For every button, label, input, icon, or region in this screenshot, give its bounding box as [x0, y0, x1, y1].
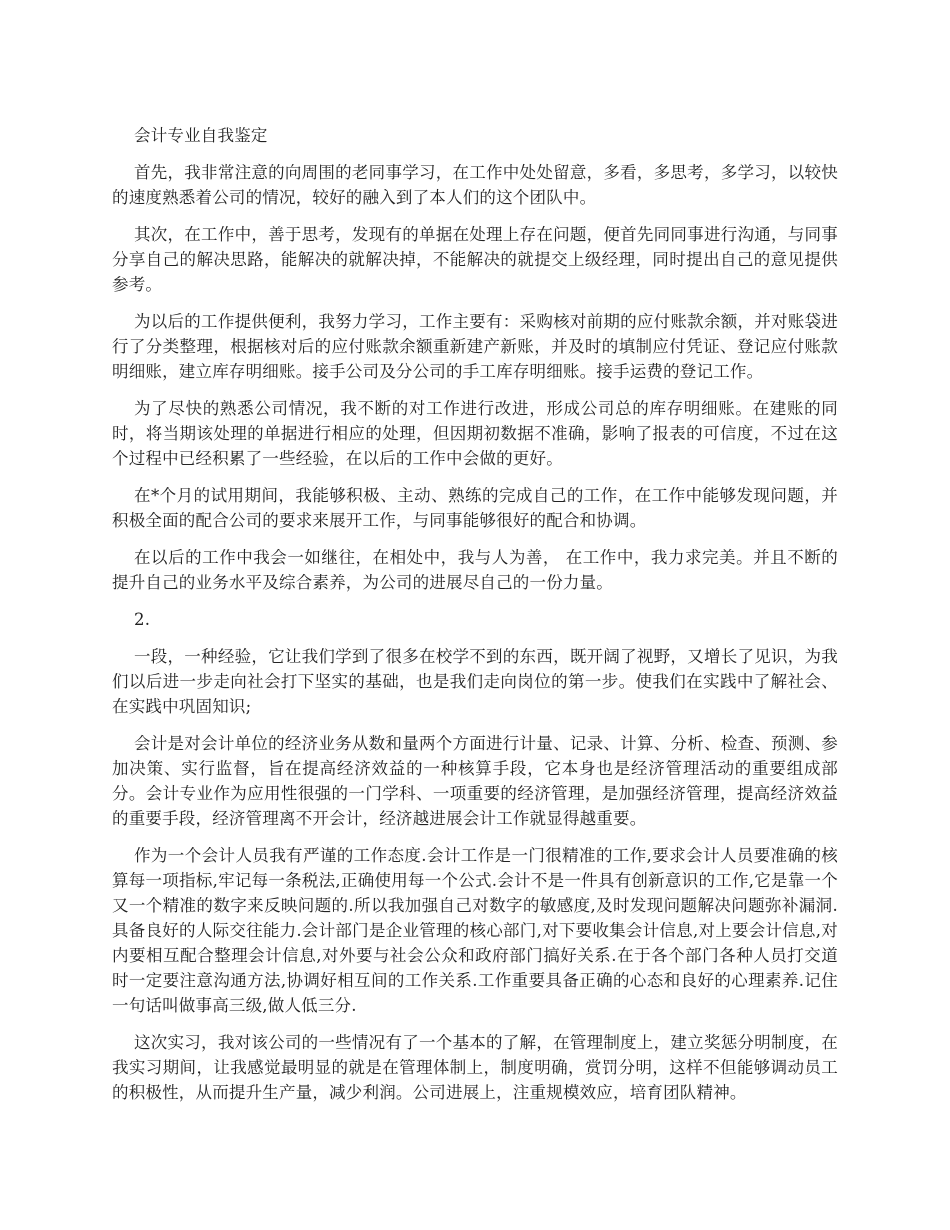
paragraph-3: 为以后的工作提供便利，我努力学习，工作主要有：采购核对前期的应付账款余额，并对账袋进行了分类整理，根据核对后的应付账款余额重新建产新账，并及时的填制应付凭证、登记应付账款明细账，建立库存明细账。接手公司及分公司的手工库存明细账。接手运费的登记工作。: [112, 312, 838, 381]
paragraph-1: 首先，我非常注意的向周围的老同事学习，在工作中处处留意，多看，多思考，多学习，以较快的速度熟悉着公司的情况，较好的融入到了本人们的这个团队中。: [112, 163, 838, 207]
paragraph-6: 在以后的工作中我会一如继往，在相处中，我与人为善， 在工作中，我力求完美。并且不断的提升自己的业务水平及综合素养，为公司的进展尽自己的一份力量。: [112, 548, 838, 592]
paragraph-7: 一段，一种经验，它让我们学到了很多在校学不到的东西，既开阔了视野，又增长了见识，为我们以后进一步走向社会打下坚实的基础，也是我们走向岗位的第一步。使我们在实践中了解社会、在实践中巩固知识;: [112, 647, 838, 716]
paragraph-4: 为了尽快的熟悉公司情况，我不断的对工作进行改进，形成公司总的库存明细账。在建账的同时，将当期该处理的单据进行相应的处理，但因期初数据不准确，影响了报表的可信度，不过在这个过程中已经积累了一些经验，在以后的工作中会做的更好。: [112, 399, 838, 468]
paragraph-9: 作为一个会计人员我有严谨的工作态度.会计工作是一门很精准的工作,要求会计人员要准确的核算每一项指标,牢记每一条税法,正确使用每一个公式.会计不是一件具有创新意识的工作,它是靠一个又一个精准的数字来反映问题的.所以我加强自己对数字的敏感度,及时发现问题解决问题弥补漏洞.具备良好的人际交往能力.会计部门是企业管理的核心部门,对下要收集会计信息,对上要会计信息,对内要相互配合整理会计信息,对外要与社会公众和政府部门搞好关系.在于各个部门各种人员打交道时一定要注意沟通方法,协调好相互间的工作关系.工作重要具备正确的心态和良好的心理素养.记住一句话叫做事高三级,做人低三分.: [112, 846, 838, 1015]
section-number: 2.: [134, 610, 151, 629]
paragraph-5: 在*个月的试用期间，我能够积极、主动、熟练的完成自己的工作，在工作中能够发现问题，并积极全面的配合公司的要求来展开工作，与同事能够很好的配合和协调。: [112, 486, 838, 530]
paragraph-2: 其次，在工作中，善于思考，发现有的单据在处理上存在问题，便首先同同事进行沟通，与同事分享自己的解决思路，能解决的就解决掉，不能解决的就提交上级经理，同时提出自己的意见提供参考。: [112, 225, 838, 294]
document-title: 会计专业自我鉴定: [134, 126, 268, 145]
paragraph-10: 这次实习，我对该公司的一些情况有了一个基本的了解，在管理制度上，建立奖惩分明制度，在我实习期间，让我感觉最明显的就是在管理体制上，制度明确，赏罚分明，这样不但能够调动员工的积极性，从而提升生产量，减少利润。公司进展上，注重规模效应，培育团队精神。: [112, 1033, 838, 1102]
paragraph-8: 会计是对会计单位的经济业务从数和量两个方面进行计量、记录、计算、分析、检查、预测、参加决策、实行监督，旨在提高经济效益的一种核算手段，它本身也是经济管理活动的重要组成部分。会计专业作为应用性很强的一门学科、一项重要的经济管理，是加强经济管理，提高经济效益的重要手段，经济管理离不开会计，经济越进展会计工作就显得越重要。: [112, 734, 838, 828]
